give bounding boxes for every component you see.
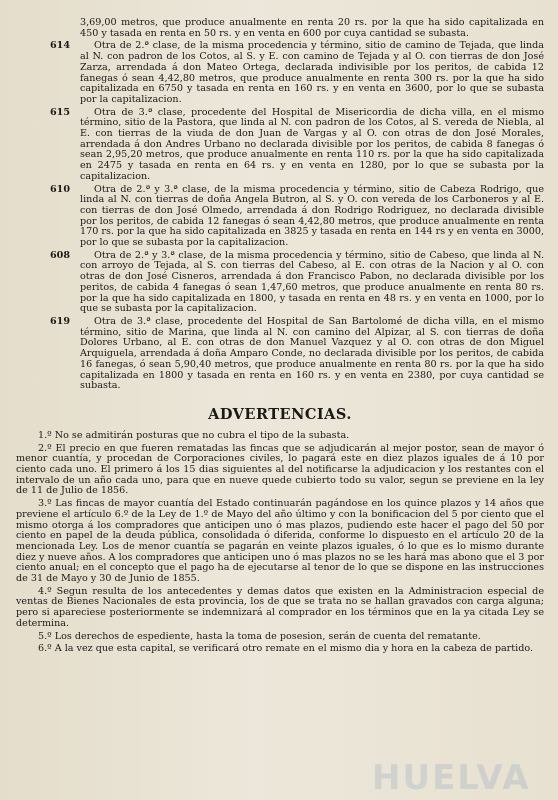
list-item	[16, 108, 544, 183]
advertencias-list	[16, 431, 544, 655]
section-heading: ADVERTENCIAS.	[208, 405, 352, 423]
entry-text: Otra de 3.ª clase, procedente del Hospital de San Bartolomé de dicha villa, en el mismo término, sitio de Marina, que linda al N. con camino del Alpizar, al S. con tierras de doña Dolores Urbano, al E. con otras de don Manuel Vazquez y al O. con otras de don Miguel Arquiguela, arrendada á doña Amparo Conde, no declarada divisible por los peritos, de cabida 16 fanegas, ó sean 5,90,40 metros, que produce anualmente en renta 80 rs. por la que ha sido capitalizada en 1800 y tasada en renta en 160 rs. y en venta en 2380, por cuya cantidad se subasta.	[80, 315, 544, 392]
advertencia-item: 2.º El precio en que fueren rematadas las fincas que se adjudicarán al mejor postor, sean de mayor ó menor cuantía, y procedan de Corporaciones civiles, lo pagará este en diez plazos iguales de á 10 por ciento cada uno. El primero á los 15 dias siguientes al del notificarse la adjudicacion y los restantes con el intervalo de un año cada uno, para que en nueve quede cubierto todo su valor, segun se previene en la ley de 11 de Julio de 1856.	[16, 442, 544, 497]
list-item	[16, 251, 544, 315]
entry-text: Otra de 2.ª clase, de la misma procedencia y término, sitio de camino de Tejada, que linda al N. con padron de los Cotos, al S. y E. con camino de Tejada y al O. con tierras de don José Zarza, arrendada á don Mateo Ortega, declarada indivisible por los peritos, de cabida 12 fanegas ó sean 4,42,80 metros, que produce anualmente en renta 300 rs. por la que ha sido capitalizada en 6750 y tasada en renta en 160 rs. y en venta en 3600, por lo que se subasta por la capitalizacion.	[80, 40, 544, 105]
entry-number: 615	[49, 106, 70, 118]
entry-number: 610	[49, 183, 70, 195]
entry-text: Otra de 3.ª clase, procedente del Hospital de Misericordia de dicha villa, en el mismo término, sitio de la Pastora, que linda al N. con padron de los Cotos, al S. vereda de Niebla, al E. con tierras de la viuda de don Juan de Vargas y al O. con otras de don José Morales, arrendada á don Andres Urbano no declarada divisible por los peritos, de cabida 8 fanegas ó sean 2,95,20 metros, que produce anualmente en renta 110 rs. por la que ha sido capitalizada en 2475 y tasada en renta en 64 rs. y en venta en 1280, por lo que se subasta por la capitalizacion.	[80, 106, 544, 182]
entry-number: 614	[49, 40, 70, 52]
list-item	[16, 317, 544, 392]
advertencia-item: 3.º Las fincas de mayor cuantía del Estado continuarán pagándose en los quince plazos y 14 años que previene el artículo 6.º de la Ley de 1.º de Mayo del año último y con la bonificacion del 5 por ciento que el mismo otorga á los compradores que anticipen uno ó mas plazos, pudiendo este hacer el pago del 50 por ciento en papel de la deuda pública, consolidada ó diferida, conforme lo dispuesto en el artículo 20 de la mencionada Ley. Los de menor cuantía se pagarán en veinte plazos iguales, ó lo que es lo mismo durante diez y nueve años. A los compradores que anticipen uno ó mas plazos no se les hará mas abono que el 3 por ciento anual; en el concepto que el pago ha de ejecutarse al tenor de lo que se dispone en las instrucciones de 31 de Mayo y 30 de Junio de 1855.	[16, 498, 544, 585]
advertencia-item: 1.º No se admitirán posturas que no cubra el tipo de la subasta.	[38, 429, 350, 441]
entries-list	[16, 18, 544, 392]
list-item	[16, 185, 544, 249]
advertencia-item: 5.º Los derechos de espediente, hasta la toma de posesion, serán de cuenta del rematante.	[38, 630, 481, 642]
list-item	[16, 18, 544, 39]
list-item	[16, 41, 544, 105]
entry-text: Otra de 2.ª y 3.ª clase, de la misma procedencia y término, sitio de Cabeso, que linda al N. con arroyo de Tejada, al S. con tierras del Cabeso, al E. con otras de la Nacion y al O. con otras de don José Cisneros, arrendada á don Francisco Pabon, no declarada divisible por los peritos, de cabida 4 fanegas ó sean 1,47,60 metros, que produce anualmente en renta 80 rs. por la que ha sido capitalizada en 1800, y tasada en renta en 48 rs. y en venta en 1000, por lo que se subasta por la capitalizacion.	[80, 249, 544, 315]
entry-text: 3,69,00 metros, que produce anualmente en renta 20 rs. por la que ha sido capitalizada en 450 y tasada en renta en 50 rs. y en venta en 600 por cuya cantidad se subasta.	[80, 17, 544, 39]
entry-text: Otra de 2.ª y 3.ª clase, de la misma procedencia y término, sitio de Cabeza Rodrigo, que linda al N. con tierras de doña Angela Butron, al S. y O. con vereda de los Carboneros y al E. con tierras de don José Olmedo, arrendada á don Rodrigo Rodriguez, no declarada divisible por los peritos, de cabida 12 fanegas ó sean 4,42,80 metros, que produce anualmente en renta 170 rs. por la que ha sido capitalizada en 3825 y tasada en renta en 144 rs y en venta en 3000, por lo que se subasta por la capitalizacion.	[80, 183, 544, 249]
advertencia-item: 6.º A la vez que esta capital, se verificará otro remate en el mismo dia y hora en la cabeza de partido.	[38, 643, 533, 655]
advertencia-item: 4.º Segun resulta de los antecedentes y demas datos que existen en la Administracion especial de ventas de Bienes Nacionales de esta provincia, los de que se trata no se hallan gravados con carga alguna; pero si apareciese posteriormente se indemnizará al comprador en los términos que en la ya citada Ley se determina.	[16, 585, 544, 629]
entry-number: 619	[49, 315, 70, 327]
entry-number: 608	[49, 249, 70, 261]
library-watermark: HUELVA	[372, 758, 531, 798]
